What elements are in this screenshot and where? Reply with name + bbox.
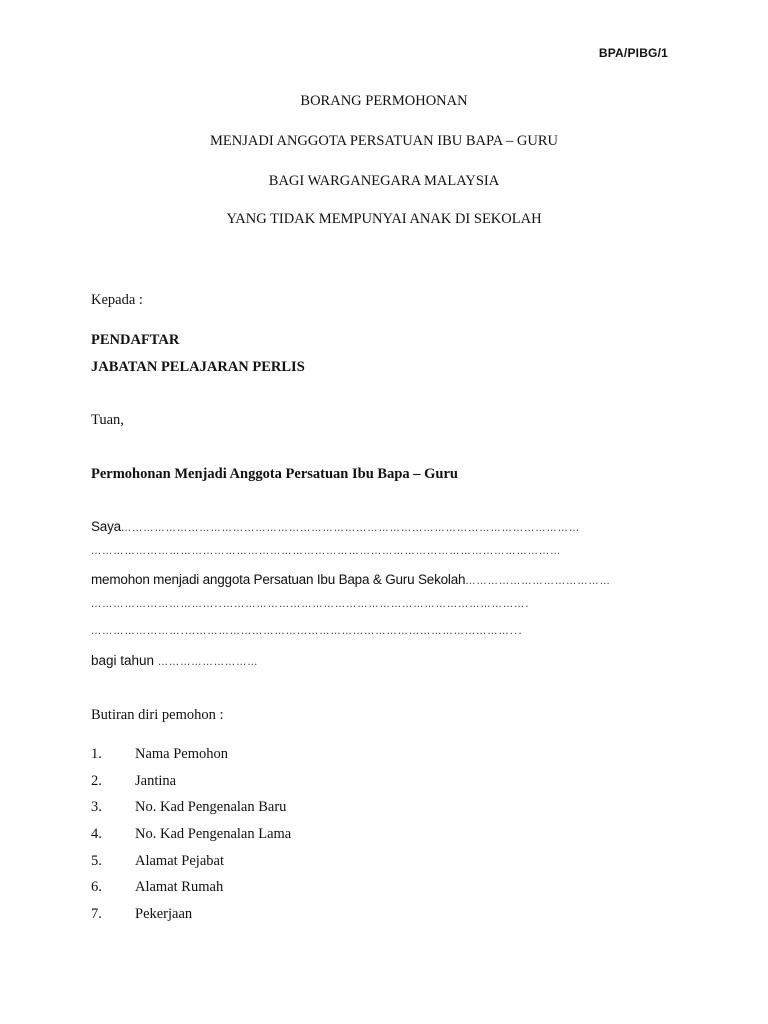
- year-dots: ………………………: [157, 657, 259, 668]
- list-item-label: No. Kad Pengenalan Lama: [135, 826, 292, 843]
- school-continuation-dots-2: …………………….……………………………………………………………………………...: [91, 626, 523, 637]
- list-item-label: Pekerjaan: [135, 906, 193, 923]
- title-line-1: BORANG PERMOHONAN: [300, 93, 468, 109]
- list-item: [91, 773, 291, 800]
- list-item-number: 7.: [91, 906, 102, 923]
- list-item-label: Alamat Rumah: [135, 879, 224, 896]
- school-continuation-fill-line-2[interactable]: [91, 626, 677, 637]
- subject-heading: Permohonan Menjadi Anggota Persatuan Ibu Bapa – Guru: [91, 466, 458, 482]
- school-continuation-dots-1: ……………………………..……………………………………………………………………….: [91, 599, 530, 610]
- list-item-number: 4.: [91, 826, 102, 843]
- list-item-label: Jantina: [135, 772, 177, 789]
- list-item-number: 2.: [91, 772, 102, 789]
- applicant-details-list: [91, 746, 291, 933]
- year-fill-line[interactable]: [91, 653, 259, 668]
- reference-code: BPA/PIBG/1: [598, 46, 668, 60]
- list-item: [91, 879, 291, 906]
- list-item-label: Alamat Pejabat: [135, 852, 224, 869]
- title-line-3: BAGI WARGANEGARA MALAYSIA: [268, 173, 500, 189]
- list-item-number: 5.: [91, 852, 102, 869]
- salutation: Tuan,: [91, 412, 124, 428]
- list-item: [91, 746, 291, 773]
- list-item-label: Nama Pemohon: [135, 746, 229, 762]
- addressee-line-1: PENDAFTAR: [91, 332, 180, 348]
- list-item: [91, 799, 291, 826]
- school-dots: …………………………………: [465, 576, 611, 587]
- school-fill-line[interactable]: [91, 572, 677, 587]
- list-item-number: 3.: [91, 799, 102, 816]
- list-item-number: 6.: [91, 879, 102, 896]
- title-line-4: YANG TIDAK MEMPUNYAI ANAK DI SEKOLAH: [226, 211, 542, 227]
- applicant-details-label: Butiran diri pemohon :: [91, 707, 224, 723]
- addressee-line-2: JABATAN PELAJARAN PERLIS: [91, 359, 305, 375]
- list-item: [91, 853, 291, 880]
- list-item-number: 1.: [91, 746, 102, 762]
- saya-label: Saya: [91, 519, 121, 534]
- saya-dots: ……………………………………………………………………………………………………………: [120, 523, 581, 534]
- list-item: [91, 826, 291, 853]
- school-continuation-fill-line-1[interactable]: [91, 599, 677, 610]
- saya-fill-line[interactable]: [91, 519, 677, 534]
- addressee-label: Kepada :: [91, 292, 143, 308]
- name-continuation-fill-line[interactable]: [91, 546, 677, 557]
- memohon-label: memohon menjadi anggota Persatuan Ibu Bapa & Guru Sekolah: [91, 572, 466, 587]
- title-line-2: MENJADI ANGGOTA PERSATUAN IBU BAPA – GURU: [210, 133, 558, 149]
- name-continuation-dots: ………………………………………………………………………………………………………………: [91, 546, 562, 557]
- list-item: [91, 906, 291, 933]
- bagi-tahun-label: bagi tahun: [91, 653, 155, 668]
- list-item-label: No. Kad Pengenalan Baru: [135, 799, 287, 816]
